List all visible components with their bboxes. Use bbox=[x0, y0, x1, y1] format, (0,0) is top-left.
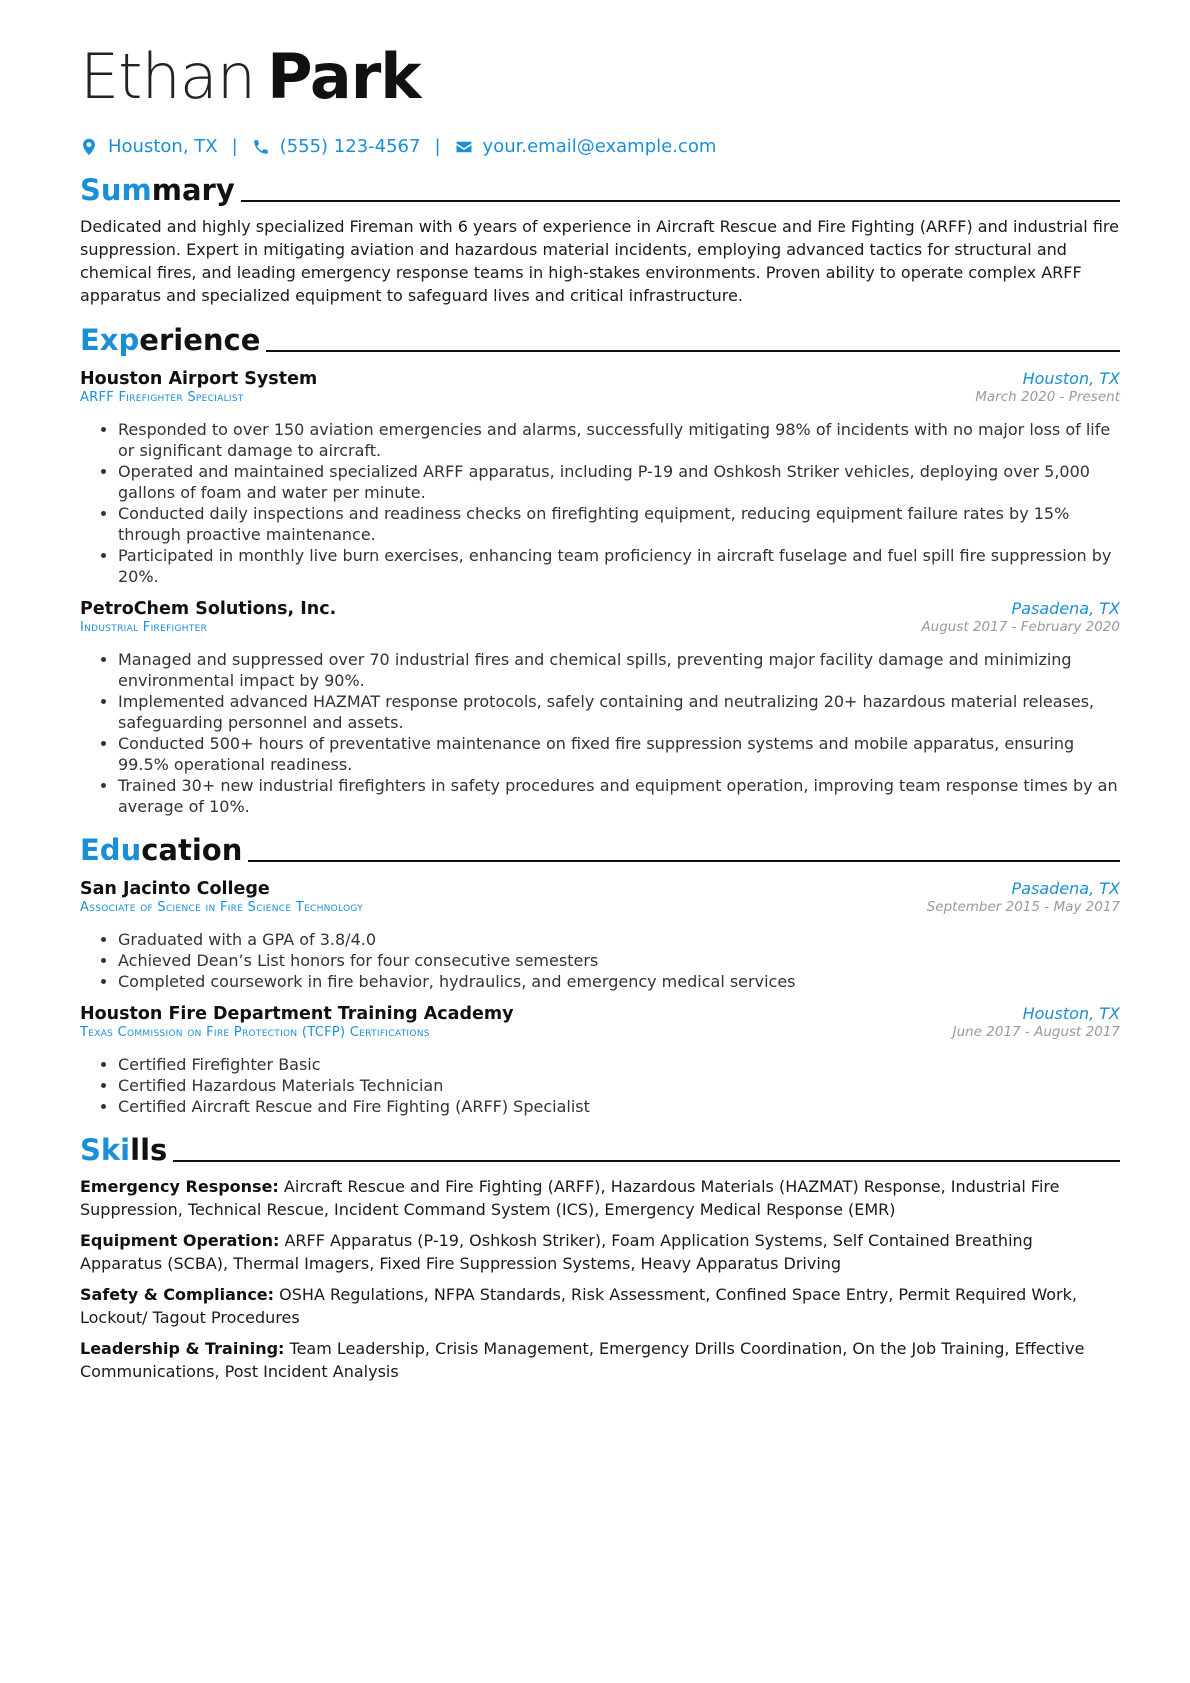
section-divider bbox=[173, 1160, 1120, 1162]
bullet-item: • Achieved Dean’s List honors for four consecutive semesters bbox=[118, 950, 1120, 971]
envelope-icon bbox=[455, 138, 473, 156]
job-dates: March 2020 - Present bbox=[975, 389, 1120, 405]
degree-title: Texas Commission on Fire Protection (TCFP) Certifications bbox=[80, 1025, 430, 1040]
skills-list bbox=[80, 1175, 1120, 1383]
experience-entry bbox=[80, 369, 1120, 587]
bullet-item: • Participated in monthly live burn exercises, enhancing team proficiency in aircraft fuselage and fuel spill fire suppression by 20%. bbox=[118, 545, 1120, 587]
education-entry bbox=[80, 1004, 1120, 1117]
job-bullets bbox=[80, 649, 1120, 817]
skill-group bbox=[80, 1229, 1120, 1275]
bullet-item: • Implemented advanced HAZMAT response protocols, safely containing and neutralizing 20+ hazardous material releases, safeguarding personnel and assets. bbox=[118, 691, 1120, 733]
education-heading: Education bbox=[80, 833, 1120, 867]
skill-group bbox=[80, 1283, 1120, 1329]
job-location: Pasadena, TX bbox=[1011, 599, 1120, 618]
phone-icon bbox=[252, 138, 270, 156]
section-divider bbox=[266, 350, 1120, 352]
summary-heading: Summary bbox=[80, 173, 1120, 207]
degree-title: Associate of Science in Fire Science Technology bbox=[80, 900, 364, 915]
contact-location bbox=[80, 136, 218, 157]
skill-group bbox=[80, 1337, 1120, 1383]
education-entry bbox=[80, 879, 1120, 992]
last-name: Park bbox=[267, 40, 421, 113]
bullet-item: • Certified Hazardous Materials Technician bbox=[118, 1075, 1120, 1096]
school-location: Houston, TX bbox=[1022, 1004, 1120, 1023]
school-name: Houston Fire Department Training Academy bbox=[80, 1004, 514, 1024]
contact-separator: | bbox=[434, 136, 441, 157]
experience-entry bbox=[80, 599, 1120, 817]
skill-values: OSHA Regulations, NFPA Standards, Risk Assessment, Confined Space Entry, Permit Required Work, Lockout/ Tagout Procedures bbox=[80, 1285, 1077, 1327]
bullet-item: • Managed and suppressed over 70 industrial fires and chemical spills, preventing major facility damage and minimizing environmental impact by 90%. bbox=[118, 649, 1120, 691]
bullet-item: • Graduated with a GPA of 3.8/4.0 bbox=[118, 929, 1120, 950]
phone-text[interactable]: (555) 123-4567 bbox=[279, 136, 421, 157]
contact-separator: | bbox=[231, 136, 238, 157]
bullet-item: • Conducted 500+ hours of preventative maintenance on fixed fire suppression systems and mobile apparatus, ensuring 99.5% operational readiness. bbox=[118, 733, 1120, 775]
candidate-name bbox=[80, 40, 1120, 114]
bullet-item: • Operated and maintained specialized ARFF apparatus, including P-19 and Oshkosh Striker vehicles, deploying over 5,000 gallons of foam and water per minute. bbox=[118, 461, 1120, 503]
skill-values: Team Leadership, Crisis Management, Emergency Drills Coordination, On the Job Training, Effective Communications, Post Incident Analysis bbox=[80, 1339, 1085, 1381]
school-name: San Jacinto College bbox=[80, 879, 270, 899]
skill-group bbox=[80, 1175, 1120, 1221]
school-location: Pasadena, TX bbox=[1011, 879, 1120, 898]
location-text: Houston, TX bbox=[108, 136, 218, 157]
bullet-item: • Responded to over 150 aviation emergencies and alarms, successfully mitigating 98% of incidents with no major loss of life or significant damage to aircraft. bbox=[118, 419, 1120, 461]
bullet-item: • Completed coursework in fire behavior, hydraulics, and emergency medical services bbox=[118, 971, 1120, 992]
skill-category: Leadership & Training: bbox=[80, 1339, 285, 1358]
skill-values: Aircraft Rescue and Fire Fighting (ARFF), Hazardous Materials (HAZMAT) Response, Industrial Fire Suppression, Technical Rescue, Incident Command System (ICS), Emergency Medical Response (EMR) bbox=[80, 1177, 1060, 1219]
skill-values: ARFF Apparatus (P-19, Oshkosh Striker), Foam Application Systems, Self Contained Breathing Apparatus (SCBA), Thermal Imagers, Fixed Fire Suppression Systems, Heavy Apparatus Driving bbox=[80, 1231, 1033, 1273]
school-dates: June 2017 - August 2017 bbox=[952, 1024, 1120, 1040]
job-title: ARFF Firefighter Specialist bbox=[80, 390, 244, 405]
education-bullets bbox=[80, 929, 1120, 992]
bullet-item: • Trained 30+ new industrial firefighters in safety procedures and equipment operation, improving team response times by an average of 10%. bbox=[118, 775, 1120, 817]
section-divider bbox=[241, 200, 1120, 202]
contact-email[interactable] bbox=[455, 136, 717, 157]
skill-category: Equipment Operation: bbox=[80, 1231, 280, 1250]
bullet-item: • Certified Firefighter Basic bbox=[118, 1054, 1120, 1075]
contact-bar bbox=[80, 136, 1120, 157]
bullet-item: • Certified Aircraft Rescue and Fire Fighting (ARFF) Specialist bbox=[118, 1096, 1120, 1117]
summary-text: Dedicated and highly specialized Fireman with 6 years of experience in Aircraft Rescue and Fire Fighting (ARFF) and industrial fire suppression. Expert in mitigating aviation and hazardous material incidents, employing advanced tactics for structural and chemical fires, and leading emergency response teams in high-stakes environments. Proven ability to operate complex ARFF apparatus and specialized equipment to safeguard lives and critical infrastructure. bbox=[80, 217, 1119, 305]
section-divider bbox=[248, 860, 1120, 862]
email-link[interactable]: your.email@example.com bbox=[482, 136, 717, 157]
job-title: Industrial Firefighter bbox=[80, 620, 208, 635]
job-dates: August 2017 - February 2020 bbox=[921, 619, 1120, 635]
job-location: Houston, TX bbox=[1022, 369, 1120, 388]
school-dates: September 2015 - May 2017 bbox=[926, 899, 1120, 915]
first-name: Ethan bbox=[80, 40, 256, 113]
education-bullets bbox=[80, 1054, 1120, 1117]
employer-name: Houston Airport System bbox=[80, 369, 318, 389]
skill-category: Safety & Compliance: bbox=[80, 1285, 275, 1304]
contact-phone[interactable] bbox=[252, 136, 421, 157]
bullet-item: • Conducted daily inspections and readiness checks on firefighting equipment, reducing equipment failure rates by 15% through proactive maintenance. bbox=[118, 503, 1120, 545]
experience-heading: Experience bbox=[80, 323, 1120, 357]
employer-name: PetroChem Solutions, Inc. bbox=[80, 599, 337, 619]
map-marker-icon bbox=[80, 138, 98, 156]
job-bullets bbox=[80, 419, 1120, 587]
skills-heading: Skills bbox=[80, 1133, 1120, 1167]
skill-category: Emergency Response: bbox=[80, 1177, 279, 1196]
